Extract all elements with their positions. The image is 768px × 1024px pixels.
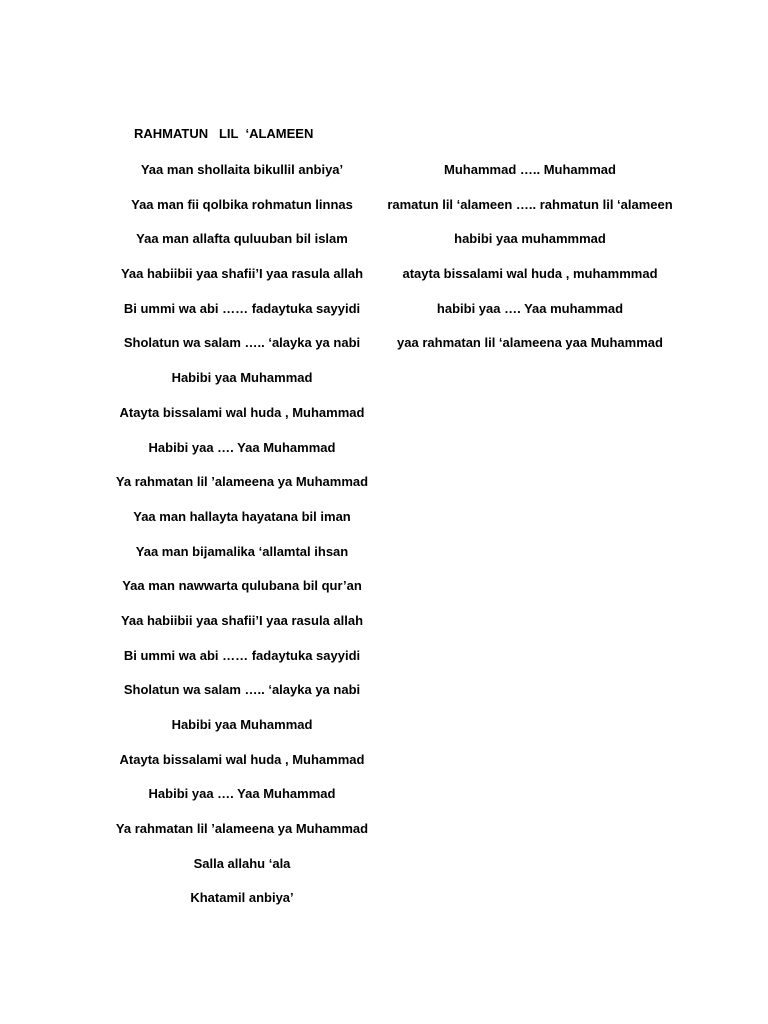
lyric-line: Habibi yaa …. Yaa Muhammad: [148, 786, 336, 802]
lyric-line: yaa rahmatan lil ‘alameena yaa Muhammad: [397, 335, 663, 351]
left-lyrics-column: [100, 160, 384, 923]
lyric-line: ramatun lil ‘alameen ….. rahmatun lil ‘alameen: [387, 196, 673, 212]
lyric-line: Ya rahmatan lil ’alameena ya Muhammad: [115, 821, 369, 837]
lyric-line: Yaa habiibii yaa shafii’I yaa rasula allah: [120, 612, 364, 628]
lyric-line: Yaa man fii qolbika rohmatun linnas: [131, 196, 353, 212]
lyric-line: Atayta bissalami wal huda , Muhammad: [119, 404, 365, 420]
lyric-line: Yaa man shollaita bikullil anbiya’: [140, 162, 344, 177]
lyric-line: Sholatun wa salam ….. ‘alayka ya nabi: [123, 682, 361, 698]
lyric-line: Yaa habiibii yaa shafii’I yaa rasula allah: [120, 266, 364, 282]
document-title: RAHMATUN LIL ‘ALAMEEN: [134, 126, 314, 141]
lyric-line: Habibi yaa …. Yaa Muhammad: [148, 439, 336, 455]
lyric-line: Habibi yaa Muhammad: [171, 717, 313, 732]
lyric-line: Bi ummi wa abi …… fadaytuka sayyidi: [123, 300, 361, 316]
lyric-line: atayta bissalami wal huda , muhammmad: [402, 266, 658, 282]
lyric-line: Yaa man hallayta hayatana bil iman: [133, 508, 351, 524]
lyric-line: Atayta bissalami wal huda , Muhammad: [119, 751, 365, 767]
lyric-line: Sholatun wa salam ….. ‘alayka ya nabi: [123, 335, 361, 351]
lyric-line: Muhammad ….. Muhammad: [444, 162, 616, 177]
lyric-line: Bi ummi wa abi …… fadaytuka sayyidi: [123, 647, 361, 663]
lyric-line: Salla allahu ‘ala: [193, 855, 291, 871]
lyric-line: Ya rahmatan lil ’alameena ya Muhammad: [115, 474, 369, 490]
lyric-line: habibi yaa …. Yaa muhammad: [436, 300, 624, 316]
lyric-line: Yaa man bijamalika ‘allamtal ihsan: [135, 543, 349, 559]
lyric-line: Habibi yaa Muhammad: [171, 370, 313, 386]
lyric-line: Yaa man allafta quluuban bil islam: [136, 231, 348, 247]
lyric-line: habibi yaa muhammmad: [454, 231, 606, 247]
lyric-line: Khatamil anbiya’: [190, 890, 294, 906]
right-lyrics-column: [372, 160, 688, 368]
lyric-line: Yaa man nawwarta qulubana bil qur’an: [122, 578, 362, 594]
